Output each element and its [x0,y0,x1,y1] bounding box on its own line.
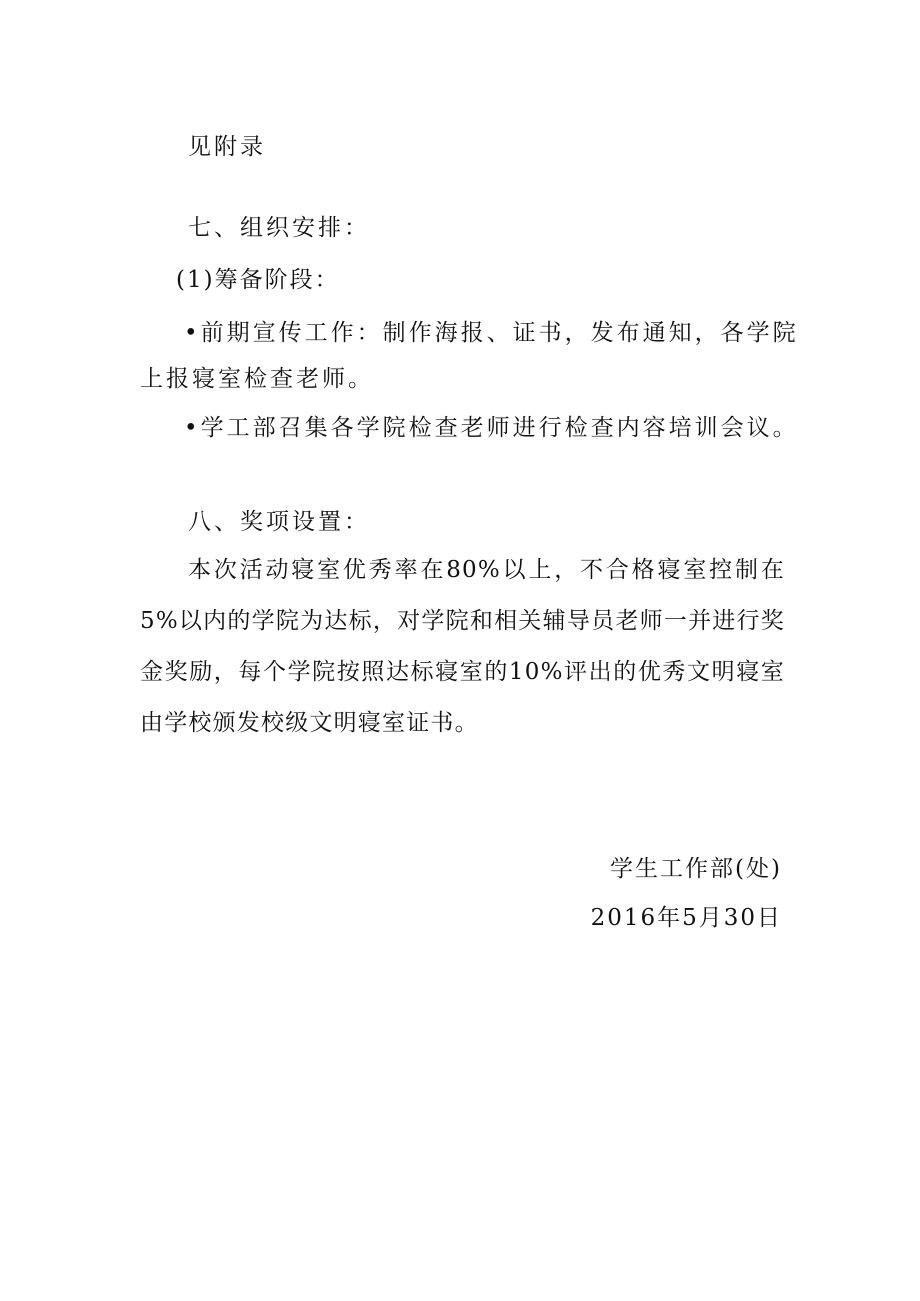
section-7-heading: 七、组织安排： [188,215,370,241]
bullet-training: •学工部召集各学院检查老师进行检查内容培训会议。 [184,415,799,441]
stage-heading: (1)筹备阶段： [176,267,340,293]
award-paragraph: 本次活动寝室优秀率在80%以上，不合格寝室控制在5%以内的学院为达标，对学院和相关辅导员老师一并进行奖金奖励，每个学院按照达标寝室的10%评出的优秀文明寝室由学校颁发校级文明寝室证书。 [140,557,785,736]
bullet-publicity-line2: 上报寝室检查老师。 [140,366,374,392]
signature-department: 学生工作部(处) [610,856,782,882]
signature-date: 2016年5月30日 [590,905,782,931]
appendix-note: 见附录 [188,134,266,160]
bullet-publicity-line1: •前期宣传工作：制作海报、证书，发布通知，各学院 [184,320,799,346]
section-8-heading: 八、奖项设置： [188,509,370,535]
